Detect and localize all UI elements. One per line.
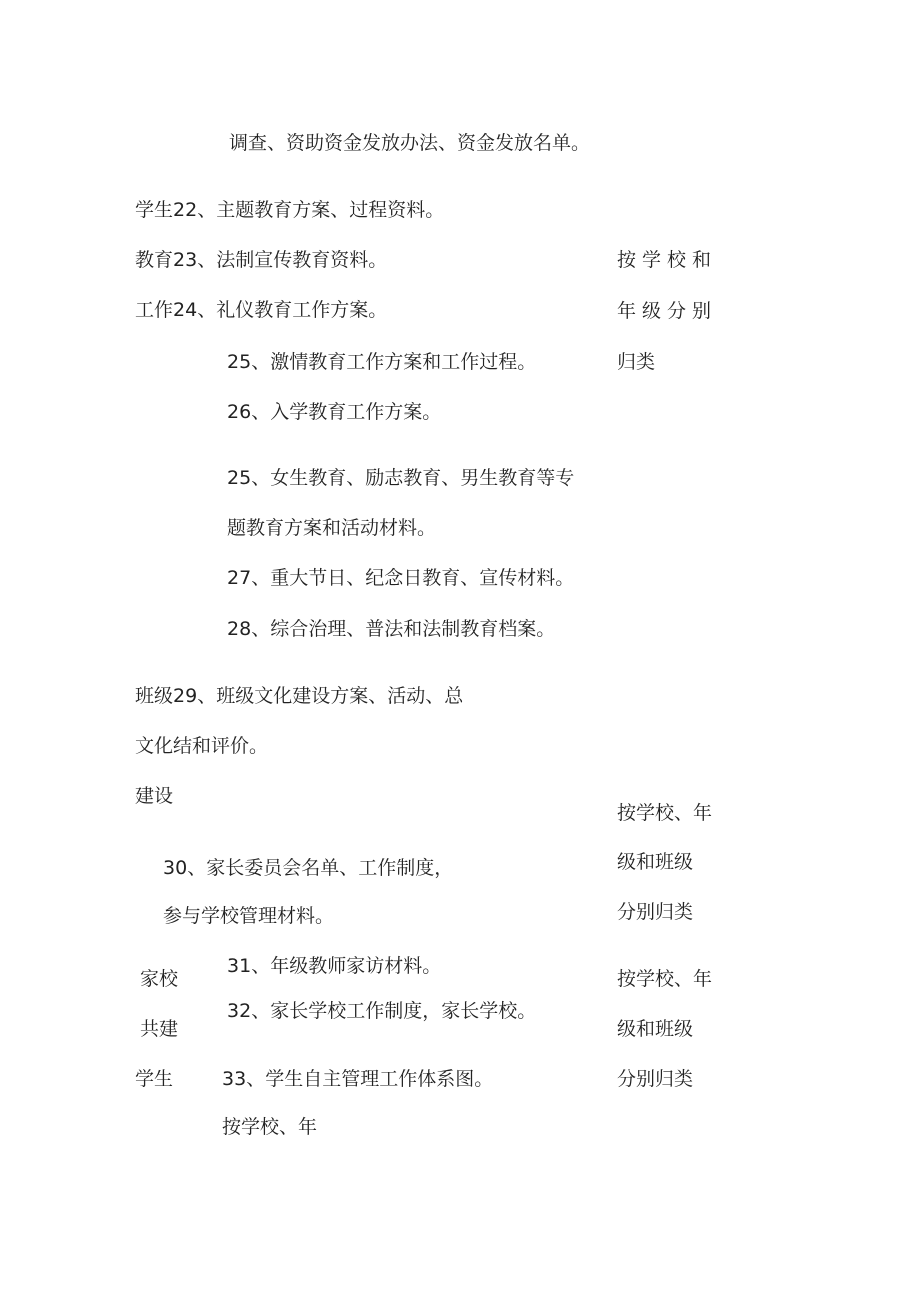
item-text: 、家长委员会名单、工作制度， [187, 857, 454, 879]
category-label: 建设 [135, 785, 174, 807]
line-item-31 [227, 953, 441, 979]
note-2-line-2 [617, 849, 693, 875]
item-text: 、综合治理、普法和法制教育档案。 [251, 618, 556, 640]
item-number: 29 [173, 685, 198, 707]
note-1-line-3 [617, 349, 655, 375]
line-item-25b-cont [227, 515, 436, 541]
category-label: 学生 [135, 199, 174, 221]
line-item-26 [227, 399, 441, 425]
line-text: 题教育方案和活动材料。 [227, 517, 437, 539]
category-label-build [135, 783, 173, 809]
note-text: 分别归类 [617, 901, 694, 923]
note-3-line-2 [617, 1016, 693, 1042]
category-label-co-build [140, 1016, 178, 1042]
item-number: 28 [227, 618, 252, 640]
line-item-33 [222, 1066, 493, 1092]
item-number: 23 [173, 249, 198, 271]
category-label: 教育 [135, 249, 174, 271]
item-text: 、入学教育工作方案。 [251, 401, 442, 423]
note-text: 年级分别 [617, 300, 718, 322]
note-text: 级和班级 [617, 1018, 694, 1040]
line-item-25b [227, 465, 574, 491]
note-text: 分别归类 [617, 1068, 694, 1090]
note-text: 按学校、年 [617, 802, 713, 824]
line-item-32 [227, 998, 536, 1024]
note-1-line-1 [617, 247, 717, 273]
line-item-29-cont [135, 733, 268, 759]
note-3-line-1 [617, 966, 712, 992]
line-item-24 [135, 297, 387, 323]
item-text: 、重大节日、纪念日教育、宣传材料。 [251, 567, 575, 589]
item-number: 32 [227, 1000, 252, 1022]
category-label: 家校 [140, 968, 179, 990]
item-number: 31 [227, 955, 252, 977]
item-text: 、女生教育、励志教育、男生教育等专 [251, 467, 575, 489]
line-item-22 [135, 197, 444, 223]
category-label-student [135, 1066, 173, 1092]
note-2-line-1 [617, 800, 712, 826]
item-number: 22 [173, 199, 198, 221]
item-text: 、年级教师家访材料。 [251, 955, 442, 977]
category-label: 工作 [135, 299, 174, 321]
note-text: 归类 [617, 351, 656, 373]
line-item-25a [227, 349, 536, 375]
category-label-home-school [140, 966, 178, 992]
line-item-30 [163, 855, 453, 881]
item-text: 、家长学校工作制度，家长学校。 [251, 1000, 537, 1022]
line-item-29 [135, 683, 463, 709]
category-label: 学生 [135, 1068, 174, 1090]
item-number: 27 [227, 567, 252, 589]
line-item-28 [227, 616, 555, 642]
note-1-line-2 [617, 298, 717, 324]
item-number: 24 [173, 299, 198, 321]
item-number: 30 [163, 857, 188, 879]
item-text: 、主题教育方案、过程资料。 [197, 199, 445, 221]
item-number: 25 [227, 467, 252, 489]
line-text: 调查、资助资金发放办法、资金发放名单。 [229, 132, 591, 154]
item-text: 、法制宣传教育资料。 [197, 249, 388, 271]
item-number: 33 [222, 1068, 247, 1090]
line-item-23 [135, 247, 387, 273]
line-item-30-cont [163, 903, 334, 929]
note-3-line-3 [617, 1066, 693, 1092]
line-text: 文化结和评价。 [135, 735, 269, 757]
item-text: 、班级文化建设方案、活动、总 [197, 685, 464, 707]
category-label: 班级 [135, 685, 174, 707]
note-text: 级和班级 [617, 851, 694, 873]
category-label: 共建 [140, 1018, 179, 1040]
item-text: 、学生自主管理工作体系图。 [246, 1068, 494, 1090]
line-item-27 [227, 565, 574, 591]
item-text: 、激情教育工作方案和工作过程。 [251, 351, 537, 373]
item-text: 、礼仪教育工作方案。 [197, 299, 388, 321]
item-number: 25 [227, 351, 252, 373]
note-2-line-3 [617, 899, 693, 925]
line-classify-note-bottom [222, 1114, 317, 1140]
line-funding-list [229, 130, 590, 156]
line-text: 按学校、年 [222, 1116, 318, 1138]
note-text: 按学校和 [617, 249, 718, 271]
line-text: 参与学校管理材料。 [163, 905, 335, 927]
item-number: 26 [227, 401, 252, 423]
note-text: 按学校、年 [617, 968, 713, 990]
